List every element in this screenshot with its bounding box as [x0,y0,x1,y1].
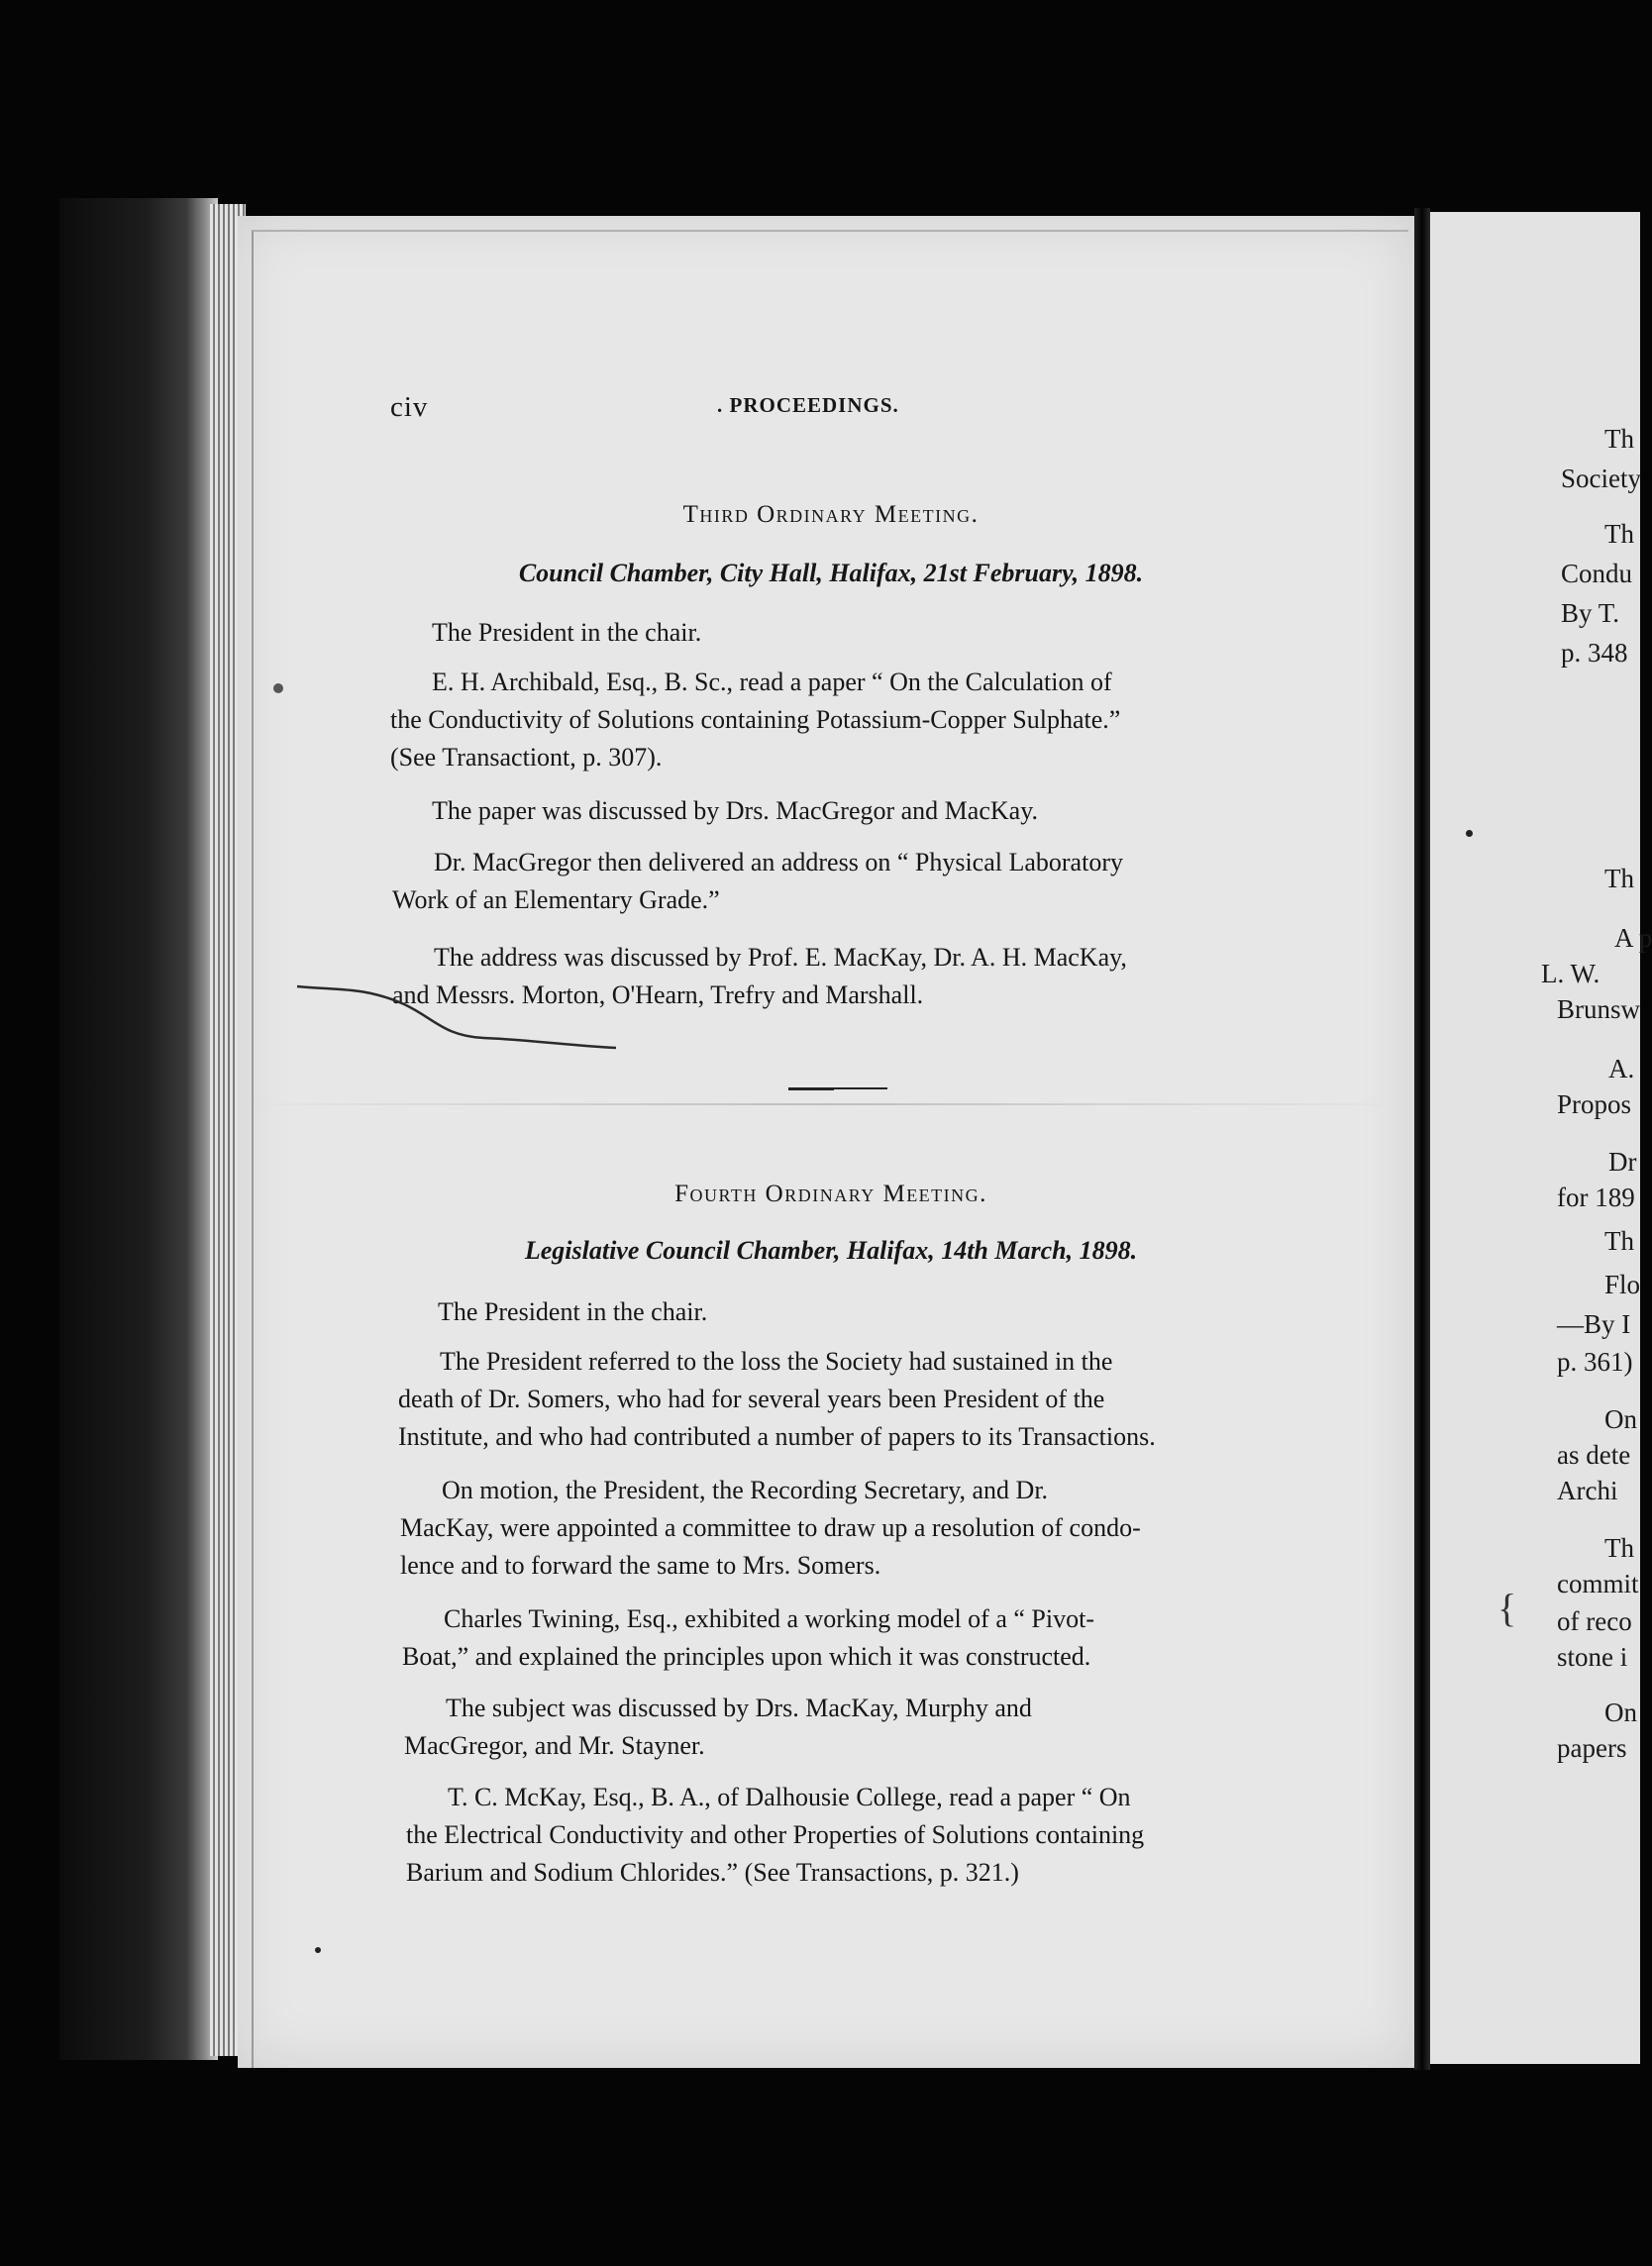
text-line: (See Transactiont, p. 307). [390,743,663,772]
page-number: civ [390,391,429,423]
paper-speck [273,683,283,693]
fourth-para-6 [406,1779,1288,1892]
right-page-text-fragment: Th [1604,519,1634,549]
right-page-text-fragment: Archi [1557,1476,1618,1505]
third-para-2 [390,664,1272,776]
text-line: The President in the chair. [438,1297,708,1326]
right-page-text-fragment: On [1604,1698,1637,1727]
text-line: lence and to forward the same to Mrs. Somers. [400,1551,881,1580]
text-line: the Electrical Conductivity and other Properties of Solutions containing [406,1820,1145,1849]
fourth-para-2 [398,1343,1280,1456]
right-page-text-fragment: of reco [1557,1606,1632,1636]
text-line: The paper was discussed by Drs. MacGregor and MacKay. [432,796,1039,825]
right-page [1430,212,1652,2064]
text-line: T. C. McKay, Esq., B. A., of Dalhousie College, read a paper “ On [448,1783,1131,1811]
text-line: MacGregor, and Mr. Stayner. [404,1731,705,1760]
third-meeting-venue: Council Chamber, City Hall, Halifax, 21st February, 1898. [518,559,1144,587]
fourth-para-1 [396,1293,1278,1331]
right-page-text-fragment: A. [1608,1054,1635,1083]
book-gutter [1414,208,1430,2070]
section-divider [788,1087,887,1089]
text-line: E. H. Archibald, Esq., B. Sc., read a paper “ On the Calculation of [432,668,1112,696]
right-page-text-fragment: Society [1561,464,1641,493]
third-para-4 [392,844,1274,919]
right-page-text-fragment: Th [1604,1226,1634,1256]
text-line: Work of an Elementary Grade.” [392,885,720,914]
paper-speck [315,1947,321,1953]
page-header [390,391,925,427]
right-page-text-fragment: commit [1557,1569,1639,1598]
right-page-text-fragment: for 189 [1557,1183,1635,1212]
text-line: The address was discussed by Prof. E. MacKay, Dr. A. H. MacKay, [434,943,1127,972]
ink-scratch-mark [295,977,632,1056]
right-page-text-fragment: papers [1557,1733,1627,1763]
right-page-text-fragment: Th [1604,1533,1634,1563]
margin-bracket-mark: { [1497,1586,1517,1630]
text-line: The President in the chair. [432,618,702,647]
right-page-text-fragment: Propos [1557,1089,1632,1119]
fourth-para-5 [404,1690,1286,1765]
right-page-text-fragment: Th [1604,424,1634,454]
fourth-para-3 [400,1472,1282,1585]
text-line: and Messrs. Morton, O'Hearn, Trefry and Marshall. [392,980,924,1009]
right-page-text-fragment: A p [1614,923,1652,953]
page-stack-edge [59,198,218,2060]
paper-speck [1466,830,1473,837]
fold-line [238,1103,1414,1105]
running-head: . PROCEEDINGS. [717,393,899,417]
fourth-meeting-title: Fourth Ordinary Meeting. [674,1181,987,1207]
right-page-text-fragment: stone i [1557,1642,1628,1672]
right-page-text-fragment: Dr [1608,1147,1637,1177]
right-page-text-fragment: On [1604,1404,1637,1434]
text-line: The President referred to the loss the Society had sustained in the [440,1347,1113,1376]
text-line: On motion, the President, the Recording Secretary, and Dr. [442,1476,1049,1504]
fourth-para-4 [402,1600,1284,1676]
text-line: the Conductivity of Solutions containing Potassium-Copper Sulphate.” [390,705,1121,734]
text-line: death of Dr. Somers, who had for several years been President of the [398,1385,1105,1413]
third-para-3 [390,792,1272,830]
text-line: Dr. MacGregor then delivered an address on “ Physical Laboratory [434,848,1123,876]
right-page-text-fragment: Brunsw [1557,994,1641,1024]
third-para-1 [390,614,1272,652]
right-page-text-fragment: as dete [1557,1440,1631,1470]
text-line: Boat,” and explained the principles upon which it was constructed. [402,1642,1091,1671]
text-line: Barium and Sodium Chlorides.” (See Transactions, p. 321.) [406,1858,1019,1887]
text-line: Charles Twining, Esq., exhibited a working model of a “ Pivot- [444,1604,1094,1633]
right-page-text-fragment: Flo [1604,1270,1641,1299]
right-page-text-fragment: p. 348 [1561,638,1628,668]
right-page-text-fragment: Th [1604,864,1634,893]
fourth-meeting-venue: Legislative Council Chamber, Halifax, 14th March, 1898. [524,1236,1138,1265]
right-page-text-fragment: —By I [1557,1309,1631,1339]
text-line: MacKay, were appointed a committee to draw up a resolution of condo- [400,1513,1141,1542]
right-page-text-fragment: p. 361) [1557,1347,1633,1377]
text-line: Institute, and who had contributed a number of papers to its Transactions. [398,1422,1156,1451]
right-page-text-fragment: Condu [1561,559,1633,588]
right-page-text-fragment: By T. [1561,598,1620,628]
right-page-text-fragment: L. W. [1541,959,1600,988]
text-line: The subject was discussed by Drs. MacKay, Murphy and [446,1694,1032,1722]
third-meeting-title: Third Ordinary Meeting. [682,501,980,528]
